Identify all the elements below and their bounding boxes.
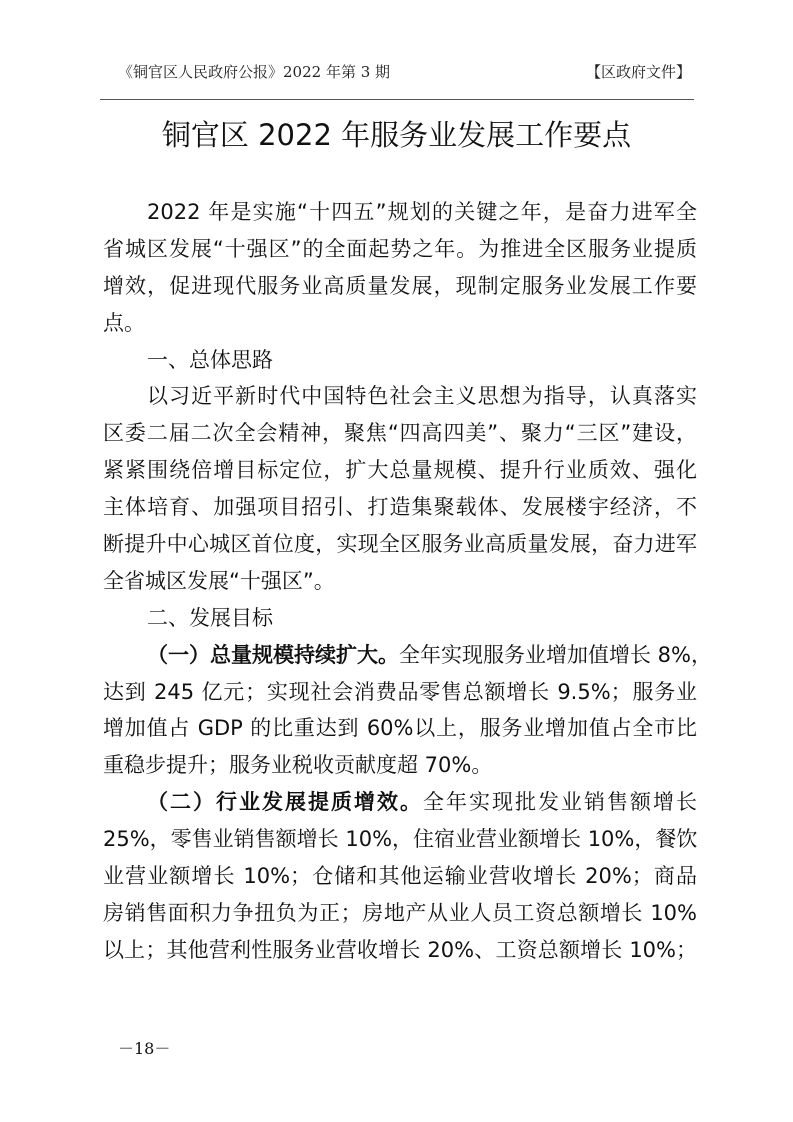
section-line: 以习近平新时代中国特色社会主义思想为指导，认真落实: [147, 384, 697, 409]
item-first-line: [103, 637, 712, 674]
item-text: 全年实现批发业销售额增长: [423, 790, 697, 815]
document-body: [103, 194, 712, 969]
section-line: 区委二届二次全会精神，聚焦“四高四美”、聚力“三区”建设，: [103, 421, 697, 446]
page-number: －18－: [118, 1039, 171, 1058]
section-line: 断提升中心城区首位度，实现全区服务业高质量发展，奋力进军: [103, 532, 697, 557]
section-line: 紧紧围绕倍增目标定位，扩大总量规模、提升行业质效、强化: [103, 458, 697, 483]
document-title: 铜官区 2022 年服务业发展工作要点: [161, 118, 632, 152]
item-line: 以上；其他营利性服务业营收增长 20%、工资总额增长 10%；: [103, 937, 697, 962]
intro-line: 点。: [103, 310, 145, 335]
item-line: 增加值占 GDP 的比重达到 60%以上，服务业增加值占全市比: [103, 716, 697, 741]
section-heading: 一、总体思路: [147, 347, 273, 372]
item-line: 25%，零售业销售额增长 10%，住宿业营业额增长 10%，餐饮: [103, 827, 698, 852]
header-divider: [100, 99, 694, 100]
document-category: 【区政府文件】: [585, 63, 691, 81]
item-line: 达到 245 亿元；实现社会消费品零售总额增长 9.5%；服务业: [103, 679, 697, 704]
item-text: 全年实现服务业增加值增长 8%，: [399, 642, 712, 667]
section-line: 主体培育、加强项目招引、打造集聚载体、发展楼宇经济，不: [103, 495, 697, 520]
intro-line: 省城区发展“十强区”的全面起势之年。为推进全区服务业提质: [103, 236, 697, 261]
item-heading: （一）总量规模持续扩大。: [147, 642, 399, 667]
item-line: 房销售面积力争扭负为正；房地产从业人员工资总额增长 10%: [103, 900, 697, 925]
item-first-line: [103, 784, 697, 821]
section-heading: 二、发展目标: [147, 605, 273, 630]
journal-header: 《铜官区人民政府公报》2022 年第 3 期: [118, 63, 391, 81]
item-line: 业营业额增长 10%；仓储和其他运输业营收增长 20%；商品: [103, 864, 697, 889]
item-heading: （二）行业发展提质增效。: [147, 790, 423, 815]
intro-line: 2022 年是实施“十四五”规划的关键之年，是奋力进军全: [147, 200, 697, 224]
item-line: 重稳步提升；服务业税收贡献度超 70%。: [103, 753, 493, 778]
section-line: 全省城区发展“十强区”。: [103, 568, 335, 593]
intro-line: 增效，促进现代服务业高质量发展，现制定服务业发展工作要: [103, 273, 697, 298]
